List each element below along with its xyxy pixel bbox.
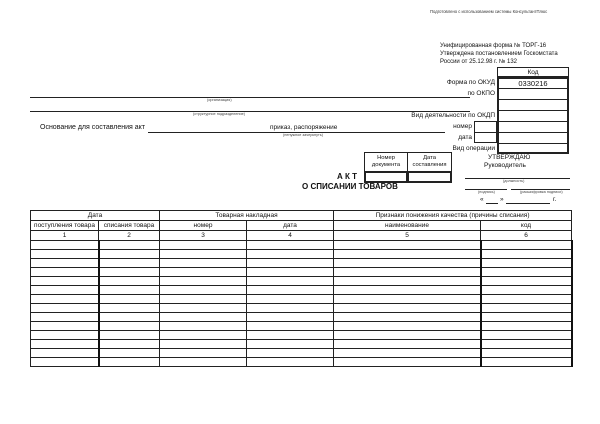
- table-cell[interactable]: [334, 304, 481, 313]
- table-cell[interactable]: [247, 268, 334, 277]
- table-cell[interactable]: [481, 358, 572, 367]
- group-date-header: Дата: [31, 211, 160, 221]
- table-cell[interactable]: [31, 358, 99, 367]
- table-cell[interactable]: [99, 358, 160, 367]
- doc-date-value[interactable]: [407, 171, 452, 183]
- source-note: Подготовлено с использованием системы КонсультантПлюс: [430, 9, 548, 14]
- table-cell[interactable]: [481, 340, 572, 349]
- table-cell[interactable]: [247, 358, 334, 367]
- table-cell[interactable]: [247, 241, 334, 250]
- table-cell[interactable]: [247, 277, 334, 286]
- nomer-label: номер: [453, 123, 472, 130]
- year-suffix: г.: [553, 196, 557, 203]
- form-header-line1: Унифицированная форма № ТОРГ-16: [440, 43, 547, 49]
- table-cell[interactable]: [31, 295, 99, 304]
- table-cell[interactable]: [481, 241, 572, 250]
- table-cell[interactable]: [481, 259, 572, 268]
- table-cell[interactable]: [481, 331, 572, 340]
- col-number-header: номер: [160, 221, 247, 231]
- codes-divider-6: [497, 143, 569, 144]
- okud-value: 0330216: [518, 79, 548, 88]
- organization-line: [30, 97, 470, 98]
- col-num-3: 3: [160, 231, 247, 241]
- table-row: [31, 313, 572, 322]
- act-subtitle: О СПИСАНИИ ТОВАРОВ: [302, 182, 398, 191]
- table-cell[interactable]: [160, 286, 247, 295]
- col-num-1: 1: [31, 231, 99, 241]
- approve-label: УТВЕРЖДАЮ: [488, 154, 531, 161]
- table-cell[interactable]: [99, 304, 160, 313]
- table-cell[interactable]: [160, 304, 247, 313]
- table-group-header: [31, 211, 572, 221]
- table-cell[interactable]: [99, 286, 160, 295]
- table-cell[interactable]: [99, 241, 160, 250]
- table-cell[interactable]: [99, 277, 160, 286]
- table-cell[interactable]: [481, 349, 572, 358]
- okpo-label: по ОКПО: [467, 90, 495, 97]
- col-name-header: наименование: [334, 221, 481, 231]
- data-label: дата: [458, 134, 472, 141]
- division-line: [30, 111, 470, 112]
- table-row: [31, 340, 572, 349]
- table-cell[interactable]: [99, 313, 160, 322]
- table-cell[interactable]: [247, 331, 334, 340]
- table-cell[interactable]: [334, 286, 481, 295]
- table-cell[interactable]: [481, 304, 572, 313]
- code-header-label: Код: [527, 69, 539, 76]
- date-month-line: [506, 203, 550, 204]
- table-cell[interactable]: [247, 250, 334, 259]
- codes-divider-1: [497, 88, 569, 89]
- table-cell[interactable]: [334, 277, 481, 286]
- table-cell[interactable]: [481, 322, 572, 331]
- table-cell[interactable]: [247, 286, 334, 295]
- table-cell[interactable]: [99, 349, 160, 358]
- table-cell[interactable]: [160, 349, 247, 358]
- table-cell[interactable]: [31, 250, 99, 259]
- table-cell[interactable]: [481, 286, 572, 295]
- form-header-line2: Утверждена постановлением Госкомстата: [440, 51, 558, 57]
- approve-head: Руководитель: [484, 162, 526, 169]
- form-header-line3: России от 25.12.98 г. № 132: [440, 59, 517, 65]
- table-row: [31, 322, 572, 331]
- codes-divider-5: [497, 132, 569, 133]
- table-cell[interactable]: [160, 358, 247, 367]
- table-cell[interactable]: [334, 295, 481, 304]
- table-row: [31, 259, 572, 268]
- basis-caption: (ненужное зачеркнуть): [283, 133, 324, 137]
- position-caption: (должность): [503, 179, 525, 183]
- table-cell[interactable]: [481, 313, 572, 322]
- table-cell[interactable]: [160, 313, 247, 322]
- act-title: А К Т: [337, 172, 357, 181]
- basis-label: Основание для составления акт: [40, 124, 146, 131]
- table-cell[interactable]: [334, 313, 481, 322]
- table-column-header: [31, 221, 572, 231]
- nomer-data-divider: [474, 132, 497, 133]
- table-row: [31, 295, 572, 304]
- table-row: [31, 250, 572, 259]
- code-header-box: [497, 67, 569, 77]
- col-num-5: 5: [334, 231, 481, 241]
- table-cell[interactable]: [334, 259, 481, 268]
- table-row: [31, 358, 572, 367]
- table-cell[interactable]: [481, 295, 572, 304]
- table-cell[interactable]: [160, 250, 247, 259]
- table-cell[interactable]: [334, 349, 481, 358]
- doc-date-header: [407, 152, 452, 172]
- table-row: [31, 268, 572, 277]
- table-cell[interactable]: [31, 322, 99, 331]
- table-cell[interactable]: [160, 268, 247, 277]
- col-code-header: код: [481, 221, 572, 231]
- table-cell[interactable]: [99, 250, 160, 259]
- codes-divider-3: [497, 110, 569, 111]
- table-cell[interactable]: [31, 304, 99, 313]
- table-cell[interactable]: [31, 259, 99, 268]
- table-cell[interactable]: [99, 331, 160, 340]
- table-cell[interactable]: [31, 277, 99, 286]
- table-row: [31, 304, 572, 313]
- table-cell[interactable]: [160, 295, 247, 304]
- signature-caption: (подпись): [478, 190, 495, 194]
- table-cell[interactable]: [334, 340, 481, 349]
- table-cell[interactable]: [160, 277, 247, 286]
- table-cell[interactable]: [160, 259, 247, 268]
- basis-options: приказ, распоряжение: [270, 124, 338, 131]
- table-cell[interactable]: [160, 331, 247, 340]
- table-cell[interactable]: [334, 268, 481, 277]
- codes-divider-2: [497, 99, 569, 100]
- table-cell[interactable]: [99, 322, 160, 331]
- table-cell[interactable]: [31, 340, 99, 349]
- table-row: [31, 349, 572, 358]
- table-cell[interactable]: [160, 322, 247, 331]
- table-cell[interactable]: [334, 250, 481, 259]
- table-cell[interactable]: [99, 295, 160, 304]
- col-date-header: дата: [247, 221, 334, 231]
- col-num-2: 2: [99, 231, 160, 241]
- table-cell[interactable]: [31, 331, 99, 340]
- decryption-caption: (расшифровка подписи): [520, 190, 563, 194]
- table-cell[interactable]: [247, 340, 334, 349]
- table-cell[interactable]: [99, 259, 160, 268]
- col-writeoff-header: списания товара: [99, 221, 160, 231]
- table-cell[interactable]: [247, 322, 334, 331]
- doc-number-header: [364, 152, 408, 172]
- group-quality-header: Признаки понижения качества (причины списания): [334, 211, 572, 221]
- table-cell[interactable]: [334, 358, 481, 367]
- table-cell[interactable]: [31, 313, 99, 322]
- okud-label: Форма по ОКУД: [446, 79, 495, 86]
- table-cell[interactable]: [481, 268, 572, 277]
- table-cell[interactable]: [99, 340, 160, 349]
- table-cell[interactable]: [160, 241, 247, 250]
- table-cell[interactable]: [247, 313, 334, 322]
- table-cell[interactable]: [247, 304, 334, 313]
- division-caption: (структурное подразделение): [193, 112, 245, 116]
- doc-date-label: Дата составления: [412, 155, 447, 168]
- table-row: [31, 286, 572, 295]
- table-cell[interactable]: [481, 277, 572, 286]
- operation-label: Вид операции: [452, 145, 495, 152]
- table-cell[interactable]: [31, 241, 99, 250]
- table-cell[interactable]: [99, 268, 160, 277]
- okdp-label: Вид деятельности по ОКДП: [411, 112, 495, 119]
- table-row: [31, 277, 572, 286]
- table-cell[interactable]: [247, 259, 334, 268]
- table-row: [31, 331, 572, 340]
- table-cell[interactable]: [247, 349, 334, 358]
- date-close-quote: »: [500, 196, 504, 203]
- table-cell[interactable]: [247, 295, 334, 304]
- date-open-quote: «: [480, 196, 484, 203]
- table-cell[interactable]: [334, 322, 481, 331]
- writeoff-table: [30, 210, 573, 367]
- table-cell[interactable]: [334, 331, 481, 340]
- codes-divider-4: [497, 121, 569, 122]
- date-day-line: [486, 203, 498, 204]
- table-cell[interactable]: [481, 250, 572, 259]
- organization-caption: (организация): [207, 98, 232, 102]
- table-number-row: [31, 231, 572, 241]
- table-cell[interactable]: [31, 349, 99, 358]
- col-num-6: 6: [481, 231, 572, 241]
- table-cell[interactable]: [334, 241, 481, 250]
- table-cell[interactable]: [160, 340, 247, 349]
- table-row: [31, 241, 572, 250]
- table-cell[interactable]: [31, 268, 99, 277]
- doc-number-label: Номер документа: [371, 155, 401, 168]
- table-cell[interactable]: [31, 286, 99, 295]
- col-receipt-header: поступления товара: [31, 221, 99, 231]
- group-invoice-header: Товарная накладная: [160, 211, 334, 221]
- table-body: [31, 241, 572, 367]
- col-num-4: 4: [247, 231, 334, 241]
